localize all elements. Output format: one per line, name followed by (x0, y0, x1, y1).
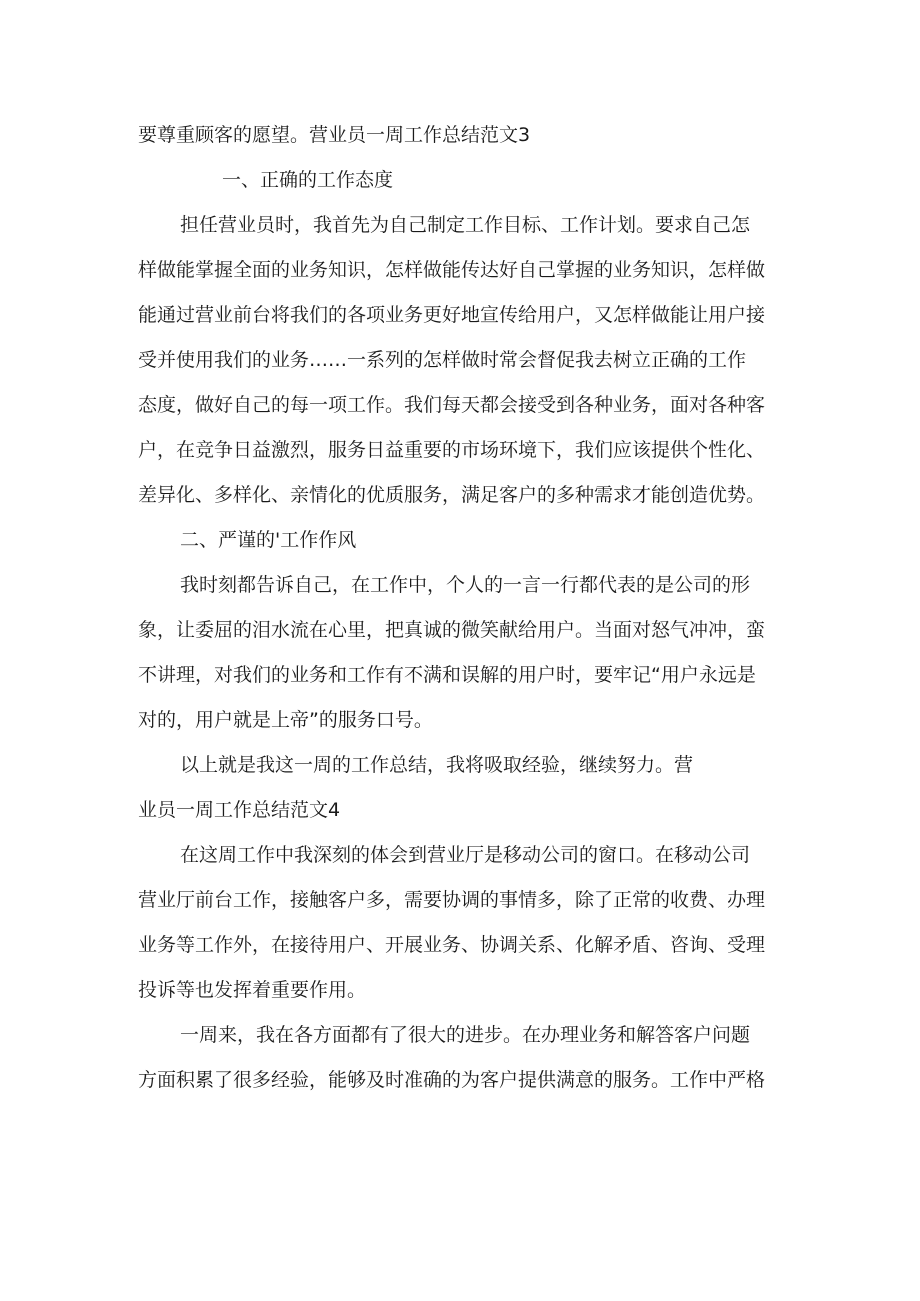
text-line: 一周来，我在各方面都有了很大的进步。在办理业务和解答客户问题 (180, 1024, 751, 1046)
section-heading: 二、严谨的'工作作风 (180, 529, 357, 551)
text-line: 对的，用户就是上帝”的服务口号。 (138, 709, 433, 731)
text-line: 业员一周工作总结范文4 (138, 799, 341, 821)
text-line: 差异化、多样化、亲情化的优质服务，满足客户的多种需求才能创造优势。 (138, 484, 766, 506)
text-line: 在这周工作中我深刻的体会到营业厅是移动公司的窗口。在移动公司 (180, 844, 751, 866)
text-line: 受并使用我们的业务……一系列的怎样做时常会督促我去树立正确的工作 (138, 349, 747, 371)
text-line: 态度，做好自己的每一项工作。我们每天都会接受到各种业务，面对各种客 (138, 394, 766, 416)
text-line: 担任营业员时，我首先为自己制定工作目标、工作计划。要求自己怎 (180, 214, 751, 236)
text-line: 样做能掌握全面的业务知识，怎样做能传达好自己掌握的业务知识，怎样做 (138, 259, 766, 281)
text-line: 营业厅前台工作，接触客户多，需要协调的事情多，除了正常的收费、办理 (138, 889, 766, 911)
text-line: 方面积累了很多经验，能够及时准确的为客户提供满意的服务。工作中严格 (138, 1069, 766, 1091)
text-line: 不讲理，对我们的业务和工作有不满和误解的用户时，要牢记“用户永远是 (138, 664, 756, 686)
document-body (138, 113, 798, 1103)
text-line: 要尊重顾客的愿望。营业员一周工作总结范文3 (138, 124, 531, 146)
section-heading: 一、正确的工作态度 (222, 169, 394, 191)
text-line: 象，让委屈的泪水流在心里，把真诚的微笑献给用户。当面对怒气冲冲，蛮 (138, 619, 766, 641)
text-line: 投诉等也发挥着重要作用。 (138, 979, 367, 1001)
text-line: 我时刻都告诉自己，在工作中，个人的一言一行都代表的是公司的形 (180, 574, 751, 596)
text-line: 业务等工作外，在接待用户、开展业务、协调关系、化解矛盾、咨询、受理 (138, 934, 766, 956)
text-line: 以上就是我这一周的工作总结，我将吸取经验，继续努力。营 (180, 754, 694, 776)
text-line: 户，在竞争日益激烈，服务日益重要的市场环境下，我们应该提供个性化、 (138, 439, 766, 461)
text-line: 能通过营业前台将我们的各项业务更好地宣传给用户，又怎样做能让用户接 (138, 304, 766, 326)
